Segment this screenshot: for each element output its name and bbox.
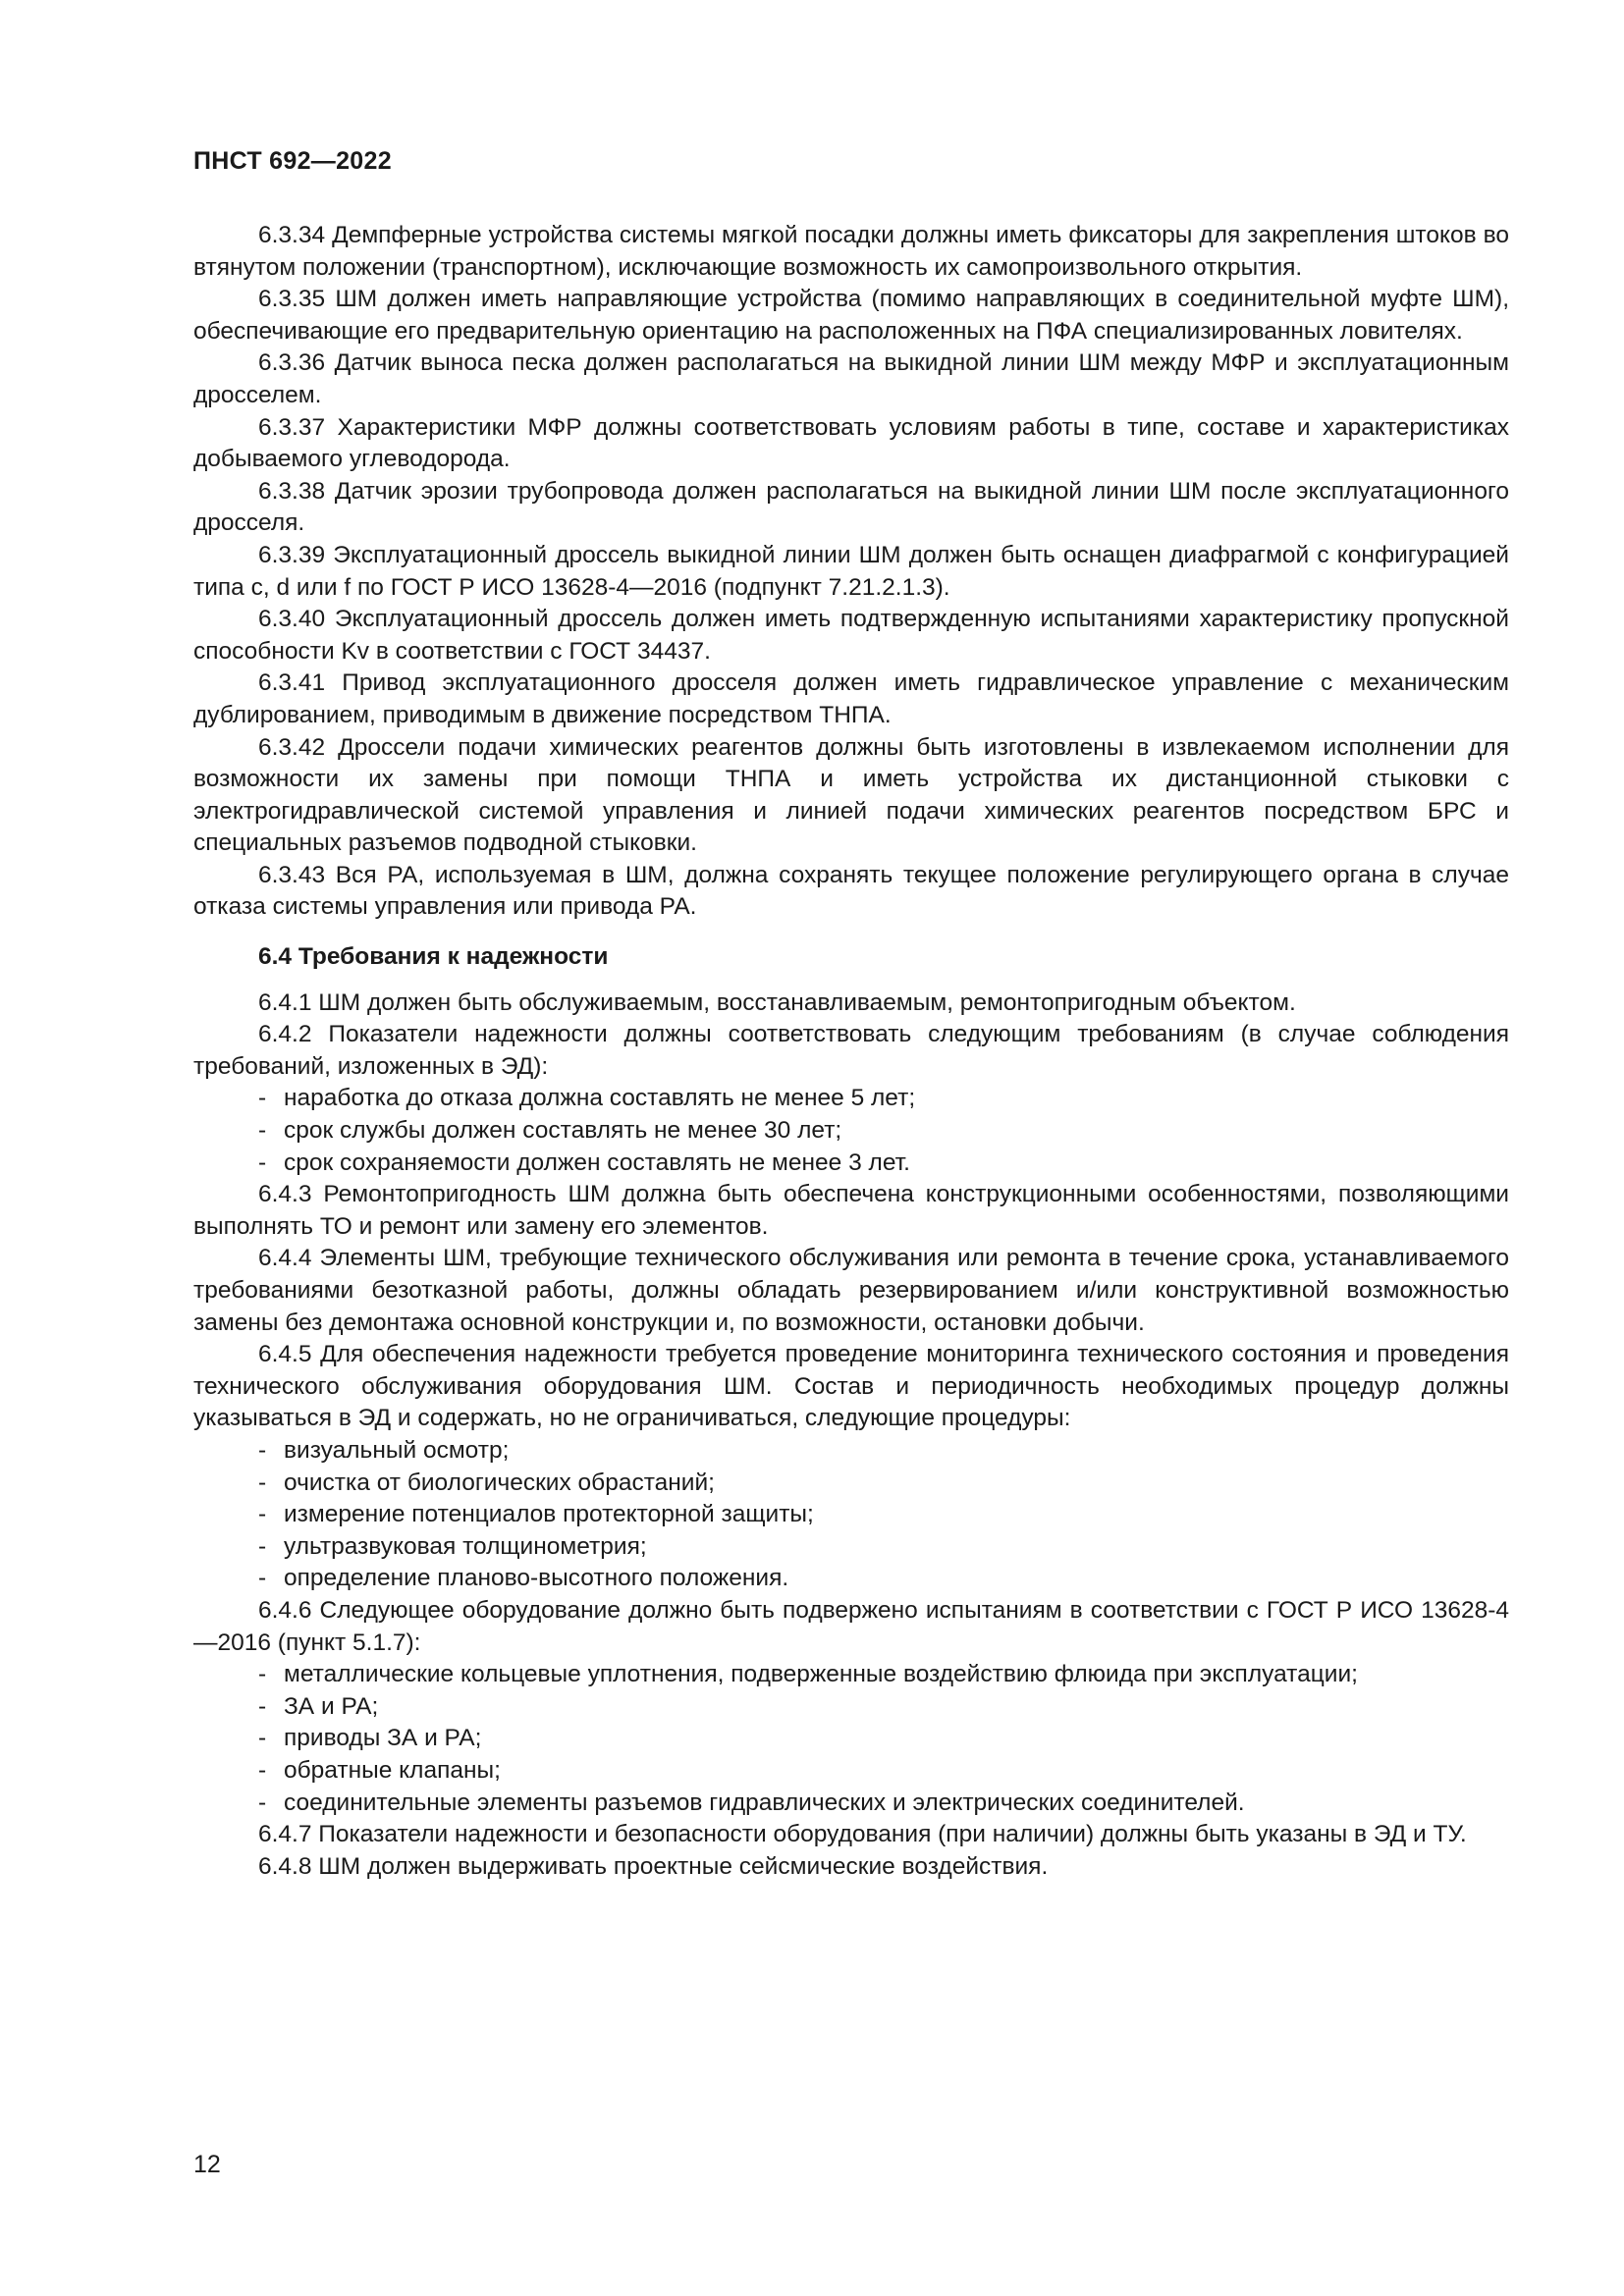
- list-dash: -: [258, 1436, 267, 1464]
- list-dash: -: [258, 1532, 267, 1560]
- list-item: [193, 1083, 1509, 1115]
- list-dash: -: [258, 1501, 267, 1528]
- list-dash: -: [258, 1468, 267, 1496]
- paragraph-6-3-36: 6.3.36 Датчик выноса песка должен располагаться на выкидной линии ШМ между МФР и эксплуатационным дросселем.: [193, 349, 1509, 408]
- list-item: [193, 1723, 1509, 1755]
- paragraph-6-4-6: 6.4.6 Следующее оборудование должно быть подвержено испытаниям в соответствии с ГОСТ Р ИСО 13628-4—2016 (пункт 5.1.7):: [193, 1596, 1509, 1656]
- list-item-text: срок службы должен составлять не менее 30 лет;: [284, 1117, 842, 1145]
- list-dash: -: [258, 1148, 267, 1176]
- paragraph-6-3-40: 6.3.40 Эксплуатационный дроссель должен иметь подтвержденную испытаниями характеристику пропускной способности Kv в соответствии с ГОСТ 34437.: [193, 606, 1509, 665]
- list-item: [193, 1148, 1509, 1180]
- list-item-text: визуальный осмотр;: [284, 1436, 510, 1464]
- paragraph-6-3-35: 6.3.35 ШМ должен иметь направляющие устройства (помимо направляющих в соединительной муфте ШМ), обеспечивающие его предварительную ориентацию на расположенных на ПФА специализированных ловителях.: [193, 286, 1509, 345]
- list-item-text: соединительные элементы разъемов гидравлических и электрических соединителей.: [284, 1789, 1245, 1816]
- list-item-text: наработка до отказа должна составлять не менее 5 лет;: [284, 1085, 916, 1112]
- section-title-6-4: 6.4 Требования к надежности: [258, 943, 609, 971]
- list-item: [193, 1468, 1509, 1500]
- list-item-text: очистка от биологических обрастаний;: [284, 1468, 715, 1496]
- list-item: [193, 1659, 1509, 1691]
- list-item-text: срок сохраняемости должен составлять не менее 3 лет.: [284, 1148, 910, 1176]
- paragraph-6-4-3: 6.4.3 Ремонтопригодность ШМ должна быть обеспечена конструкционными особенностями, позволяющими выполнять ТО и ремонт или замену его элементов.: [193, 1181, 1509, 1240]
- list-dash: -: [258, 1565, 267, 1592]
- paragraph-6-4-7: 6.4.7 Показатели надежности и безопасности оборудования (при наличии) должны быть указаны в ЭД и ТУ.: [258, 1821, 1467, 1848]
- paragraph-6-3-39: 6.3.39 Эксплуатационный дроссель выкидной линии ШМ должен быть оснащен диафрагмой с конфигурацией типа c, d или f по ГОСТ Р ИСО 13628-4—2016 (подпункт 7.21.2.1.3).: [193, 541, 1509, 601]
- paragraph-6-3-41: 6.3.41 Привод эксплуатационного дросселя должен иметь гидравлическое управление с механическим дублированием, приводимым в движение посредством ТНПА.: [193, 669, 1509, 728]
- paragraph-6-4-2: 6.4.2 Показатели надежности должны соответствовать следующим требованиям (в случае соблюдения требований, изложенных в ЭД):: [193, 1021, 1509, 1080]
- list-dash: -: [258, 1756, 267, 1784]
- list-dash: -: [258, 1085, 267, 1112]
- paragraph-6-3-42: 6.3.42 Дроссели подачи химических реагентов должны быть изготовлены в извлекаемом исполнении для возможности их замены при помощи ТНПА и иметь устройства их дистанционной стыковки с электрогидравлической системой управления и линией подачи химических реагентов посредством БРС и специальных разъемов подводной стыковки.: [193, 733, 1509, 857]
- list-item-text: измерение потенциалов протекторной защиты;: [284, 1501, 814, 1528]
- list-item-text: ультразвуковая толщинометрия;: [284, 1532, 647, 1560]
- list-dash: -: [258, 1661, 267, 1688]
- list-item: [193, 1563, 1509, 1595]
- list-item-text: определение планово-высотного положения.: [284, 1565, 789, 1592]
- document-body: [193, 220, 1509, 1883]
- paragraph-6-3-43: 6.3.43 Вся РА, используемая в ШМ, должна сохранять текущее положение регулирующего органа в случае отказа системы управления или привода РА.: [193, 861, 1509, 921]
- paragraph-6-4-5: 6.4.5 Для обеспечения надежности требуется проведение мониторинга технического состояния и проведения технического обслуживания оборудования ШМ. Состав и периодичность необходимых процедур должны указываться в ЭД и содержать, но не ограничиваться, следующие процедуры:: [193, 1341, 1509, 1432]
- list-item-text: ЗА и РА;: [284, 1692, 379, 1720]
- page-number: 12: [193, 2151, 221, 2178]
- list-item: [193, 1499, 1509, 1531]
- list-item-text: обратные клапаны;: [284, 1756, 501, 1784]
- list-item: [193, 1531, 1509, 1564]
- list-item: [193, 1435, 1509, 1468]
- list-item: [193, 1755, 1509, 1788]
- list-dash: -: [258, 1725, 267, 1752]
- list-item: [193, 1115, 1509, 1148]
- paragraph-6-4-1: 6.4.1 ШМ должен быть обслуживаемым, восстанавливаемым, ремонтопригодным объектом.: [258, 988, 1296, 1016]
- list-dash: -: [258, 1117, 267, 1145]
- paragraph-6-3-37: 6.3.37 Характеристики МФР должны соответствовать условиям работы в типе, составе и характеристиках добываемого углеводорода.: [193, 413, 1509, 473]
- list-item-text: приводы ЗА и РА;: [284, 1725, 482, 1752]
- document-number-header: ПНСТ 692—2022: [193, 147, 392, 175]
- list-dash: -: [258, 1692, 267, 1720]
- paragraph-6-3-34: 6.3.34 Демпферные устройства системы мягкой посадки должны иметь фиксаторы для закрепления штоков во втянутом положении (транспортном), исключающие возможность их самопроизвольного открытия.: [193, 222, 1509, 281]
- paragraph-6-4-4: 6.4.4 Элементы ШМ, требующие технического обслуживания или ремонта в течение срока, устанавливаемого требованиями безотказной работы, должны обладать резервированием и/или конструктивной возможностью замены без демонтажа основной конструкции и, по возможности, остановки добычи.: [193, 1245, 1509, 1336]
- paragraph-6-3-38: 6.3.38 Датчик эрозии трубопровода должен располагаться на выкидной линии ШМ после эксплуатационного дросселя.: [193, 477, 1509, 537]
- paragraph-6-4-8: 6.4.8 ШМ должен выдерживать проектные сейсмические воздействия.: [258, 1852, 1049, 1880]
- list-item-text: металлические кольцевые уплотнения, подверженные воздействию флюида при эксплуатации;: [284, 1661, 1358, 1688]
- list-item: [193, 1691, 1509, 1724]
- list-dash: -: [258, 1789, 267, 1816]
- list-item: [193, 1788, 1509, 1820]
